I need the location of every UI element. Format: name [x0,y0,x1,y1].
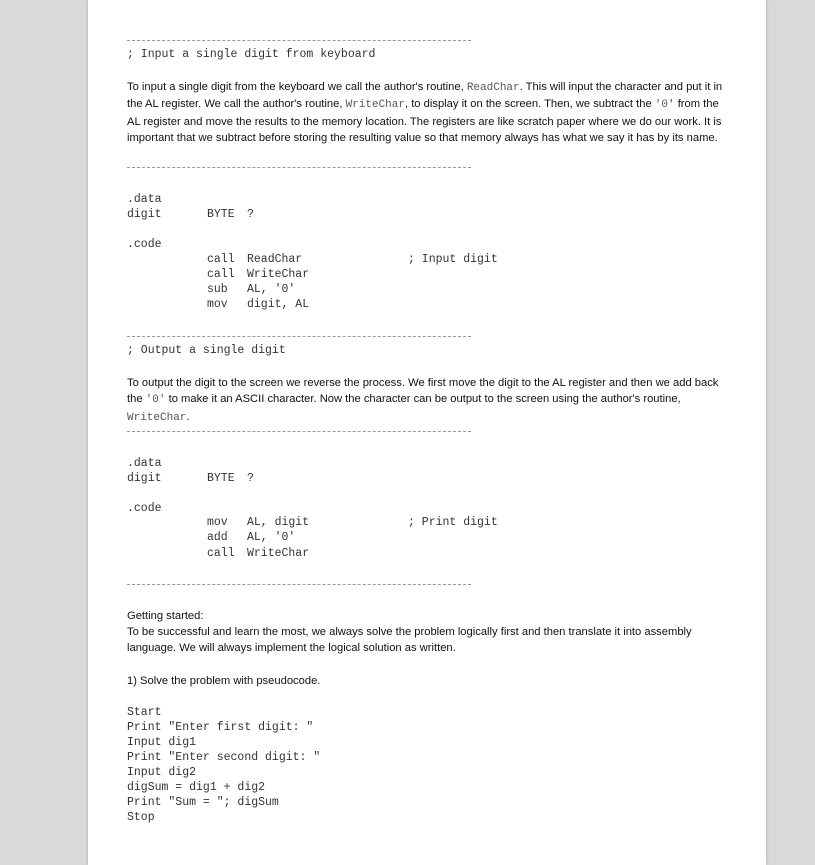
pseudocode-line: Stop [127,811,155,824]
pseudocode-line: Print "Sum = "; digSum [127,796,279,809]
divider [127,431,471,432]
data-directive: .data [127,457,162,470]
code-op: mov [207,298,228,311]
pseudocode-line: Print "Enter first digit: " [127,721,314,734]
para-text: To input a single digit from the keyboard we call the author's routine, [127,81,467,93]
divider [127,40,471,41]
variable-type: BYTE [207,208,235,221]
pseudocode-line: Start [127,706,162,719]
code-op: mov [207,516,228,529]
code-args: ReadChar [247,253,303,266]
code-args: digit, AL [247,298,310,311]
section-paragraph [127,79,729,146]
code-comment: ; Input digit [408,253,498,266]
code-directive: .code [127,238,162,251]
section-paragraph [127,375,729,426]
code-args: AL, '0' [247,531,296,544]
section-paragraph: To be successful and learn the most, we always solve the problem logically first and then translate it into assembly language. We will always implement the logical solution as written. [127,626,692,655]
divider [127,336,471,337]
code-args: WriteChar [247,547,310,560]
para-text: . This will input the character and put it in the AL register. We call the author's routine, [127,81,723,111]
para-text: to make it an ASCII character. Now the character can be output to the screen using the author's routine, [165,393,681,406]
para-text: from the AL register and move the results to the memory location. The registers are like scratch paper where we do our work. It is important that we subtract before storing the resulting value so that memory always has what we say it has by its name. [127,98,722,144]
code-op: sub [207,283,228,296]
code-op: call [207,268,235,281]
pseudocode-line: Input dig2 [127,766,197,779]
pseudocode-line: Print "Enter second digit: " [127,751,321,764]
divider [127,167,471,168]
code-comment: ; Print digit [408,516,498,529]
divider [127,584,471,585]
code-args: WriteChar [247,268,310,281]
code-directive: .code [127,502,162,515]
inline-code: WriteChar [345,99,405,112]
document-page [88,0,766,865]
para-text: . [186,410,190,423]
inline-code: WriteChar [127,411,187,424]
inline-code: '0' [145,394,166,407]
para-text: To output the digit to the screen we reverse the process. We first move the digit to the AL register and then we add back the [127,377,719,406]
code-args: AL, digit [247,516,310,529]
variable-name: digit [127,208,162,221]
step-label: 1) Solve the problem with pseudocode. [127,675,321,687]
data-directive: .data [127,193,162,206]
code-op: call [207,253,235,266]
code-args: AL, '0' [247,283,296,296]
code-op: add [207,531,228,544]
variable-name: digit [127,472,162,485]
variable-init: ? [247,208,254,221]
pseudocode-line: Input dig1 [127,736,197,749]
pseudocode-line: digSum = dig1 + dig2 [127,781,266,794]
section-comment: ; Input a single digit from keyboard [127,48,376,61]
variable-type: BYTE [207,472,235,485]
inline-code: ReadChar [466,82,520,94]
para-text: , to display it on the screen. Then, we subtract the [404,98,655,111]
section-comment: ; Output a single digit [127,344,286,357]
variable-init: ? [247,472,254,485]
code-op: call [207,547,235,560]
section-heading: Getting started: [127,610,204,622]
inline-code: '0' [654,99,675,112]
